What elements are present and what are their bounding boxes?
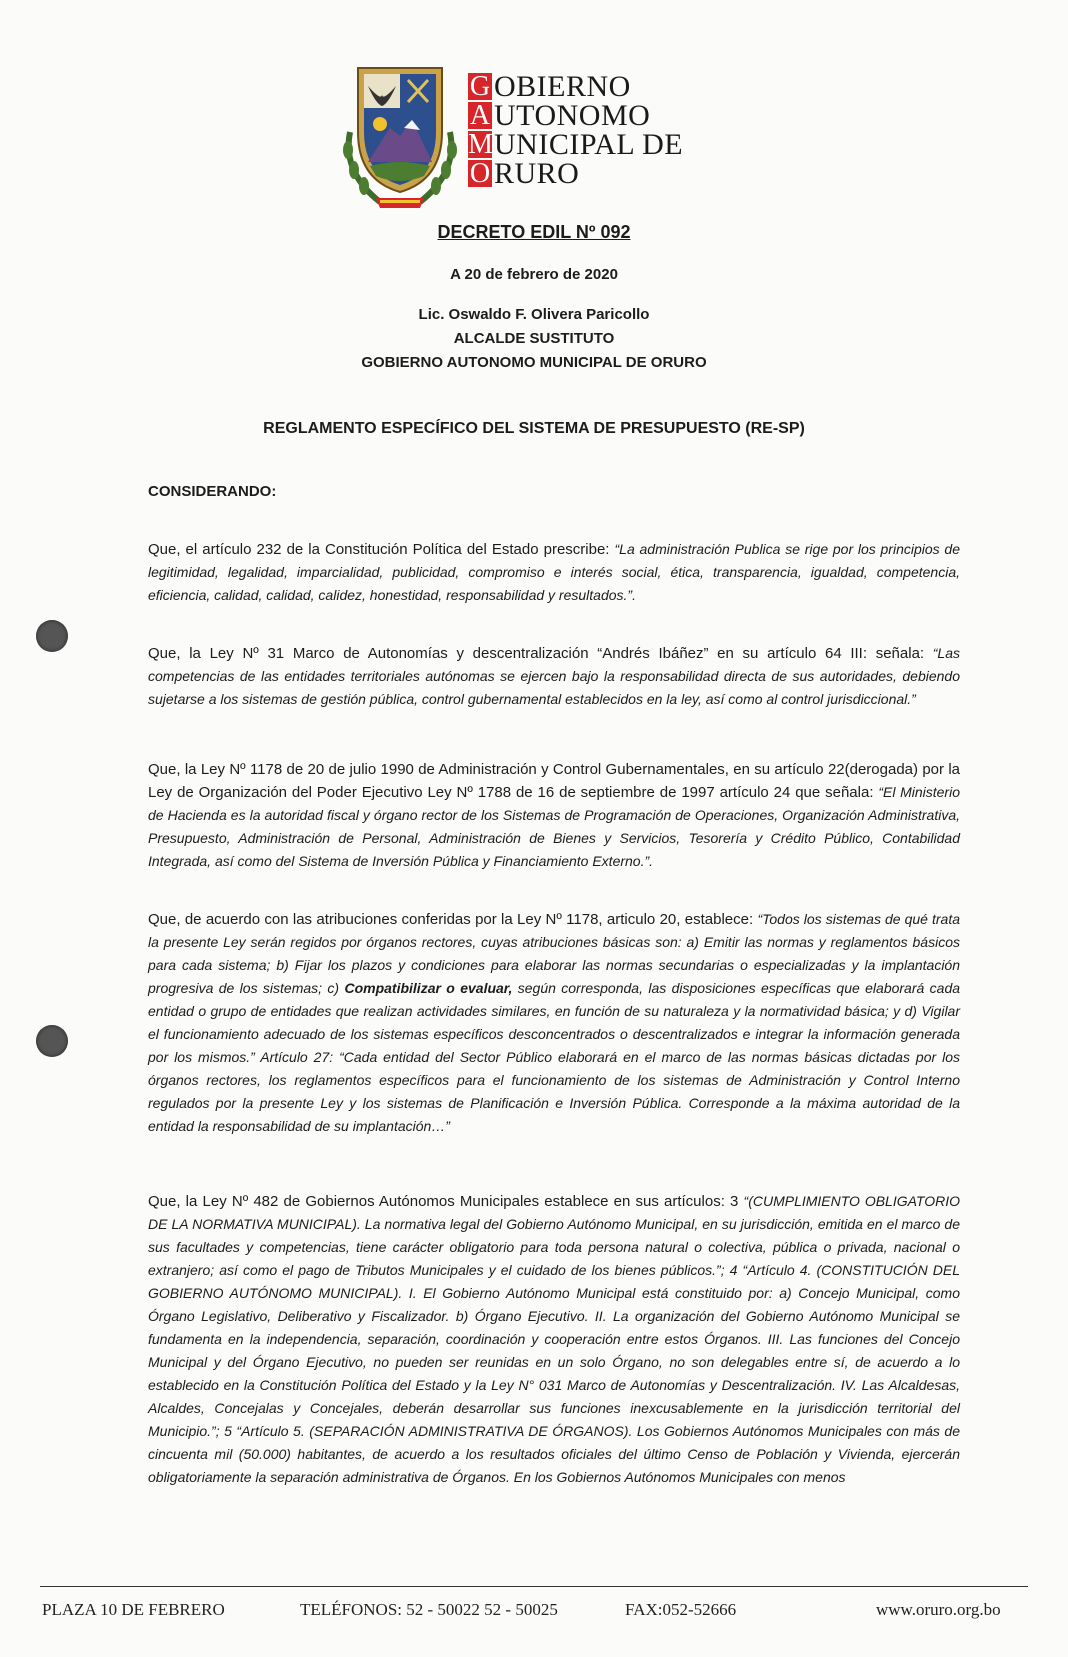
footer-phones: TELÉFONOS: 52 - 50022 52 - 50025	[300, 1600, 558, 1619]
paragraph-ley-31	[148, 642, 960, 711]
institution-name: GOBIERNO AUTONOMO MUNICIPAL DE ORURO	[361, 354, 707, 371]
brand-line	[468, 72, 683, 101]
punch-hole	[36, 1025, 68, 1057]
paragraph-lead: Que, la Ley Nº 482 de Gobiernos Autónomos Municipales establece en sus artículos: 3	[148, 1193, 744, 1210]
institution-brand	[468, 72, 683, 188]
brand-initial: M	[468, 129, 493, 160]
paragraph-lead: Que, la Ley Nº 31 Marco de Autonomías y descentralización “Andrés Ibáñez” en su artículo 64 III: señala:	[148, 645, 933, 662]
footer-address: PLAZA 10 DE FEBRERO	[42, 1600, 225, 1619]
punch-hole	[36, 620, 68, 652]
coat-of-arms-logo	[340, 62, 460, 210]
footer-website: www.oruro.org.bo	[876, 1600, 1001, 1619]
paragraph-quote: según corresponda, las disposiciones específicas que elaborará cada entidad o grupo de entidades que realizan actividades similares, en función de su naturaleza y la normatividad básica; y d) Vigilar el funcionamiento adecuado de los sistemas específicos desconcentrados o descentralizados e integrar la información generada por los mismos.” Artículo 27: “Cada entidad del Sector Público elaborará en el marco de las normas básicas dictadas por los órganos rectores, los reglamentos específicos para el funcionamiento de los sistemas de Administración y Control Interno regulados por la presente Ley y los sistemas de Planificación e Inversión Pública. Corresponde a la máxima autoridad de la entidad la responsabilidad de su implantación…”	[148, 980, 961, 1134]
paragraph-quote: “Todos los sistemas de qué trata la presente Ley serán regidos por órganos rectores, cuyas atribuciones básicas son: a) Emitir las normas y reglamentos básicos para cada sistema; b) Fijar los plazos y condiciones para elaborar las normas secundarias o especializadas y la implantación progresiva de los sistemas; c)	[148, 911, 961, 996]
brand-line	[468, 159, 683, 188]
paragraph-quote: “Las competencias de las entidades territoriales autónomas se ejercen bajo la responsabilidad directa de sus autoridades, debiendo sujetarse a los sistemas de gestión pública, control gubernamental establecidos en la ley, así como al control jurisdiccional.”	[148, 645, 960, 707]
paragraph-lead: Que, de acuerdo con las atribuciones conferidas por la Ley Nº 1178, articulo 20, establece:	[148, 911, 758, 928]
brand-initial: O	[469, 158, 491, 189]
brand-word: UNICIPAL DE	[494, 128, 684, 161]
considerando-heading: CONSIDERANDO:	[148, 483, 277, 500]
paragraph-quote: “La administración Publica se rige por los principios de legitimidad, legalidad, imparcialidad, publicidad, compromiso e interés social, ética, transparencia, igualdad, competencia, eficiencia, calidad, calidad, calidez, honestidad, responsabilidad y resultados.”.	[148, 541, 960, 603]
paragraph-lead: Que, la Ley Nº 1178 de 20 de julio 1990 de Administración y Control Gubernamentales, en su artículo 22(derogada) por la Ley de Organización del Poder Ejecutivo Ley Nº 1788 de 16 de septiembre de 1997 artículo 24 que señala:	[148, 761, 960, 801]
decree-date: A 20 de febrero de 2020	[450, 266, 618, 283]
brand-initial: G	[469, 71, 491, 102]
brand-initial: A	[469, 100, 491, 131]
decree-title: DECRETO EDIL Nº 092	[437, 222, 631, 242]
footer-divider	[40, 1586, 1028, 1587]
paragraph-quote-emphasis: Compatibilizar o evaluar,	[344, 980, 513, 996]
brand-word: RURO	[494, 157, 580, 190]
paragraph-quote: “(CUMPLIMIENTO OBLIGATORIO DE LA NORMATIVA MUNICIPAL). La normativa legal del Gobierno Autónomo Municipal, en su jurisdicción, emitida en el marco de sus facultades y competencias, tiene carácter obligatorio para toda persona natural o colectiva, pública o privada, nacional o extranjero; así como el pago de Tributos Municipales y el cuidado de los bienes públicos.”; 4 “Artículo 4. (CONSTITUCIÓN DEL GOBIERNO AUTÓNOMO MUNICIPAL). I. El Gobierno Autónomo Municipal está constituido por: a) Concejo Municipal, como Órgano Legislativo, Deliberativo y Fiscalizador. b) Órgano Ejecutivo. II. La organización del Gobierno Autónomo Municipal se fundamenta en la independencia, separación, coordinación y cooperación entre estos Órganos. III. Las funciones del Concejo Municipal y del Órgano Ejecutivo, no pueden ser reunidas en un solo Órgano, no son delegables entre sí, de acuerdo a lo establecido en la Constitución Política del Estado y la Ley N° 031 Marco de Autonomías y Descentralización. IV. Las Alcaldesas, Alcaldes, Concejalas y Concejales, deberán desarrollar sus funciones inexcusablemente en la jurisdicción territorial del Municipio.”; 5 “Artículo 5. (SEPARACIÓN ADMINISTRATIVA DE ÓRGANOS). Los Gobiernos Autónomos Municipales con más de cincuenta mil (50.000) habitantes, de acuerdo a los resultados oficiales del último Censo de Población y Vivienda, ejercerán obligatoriamente la separación administrativa de Órganos. En los Gobiernos Autónomos Municipales con menos	[148, 1193, 960, 1485]
paragraph-quote: “El Ministerio de Hacienda es la autoridad fiscal y órgano rector de los Sistemas de Programación de Operaciones, Organización Administrativa, Presupuesto, Administración de Personal, Administración de Bienes y Servicios, Tesorería y Crédito Público, Contabilidad Integrada, así como del Sistema de Inversión Pública y Financiamiento Externo.”.	[148, 784, 960, 869]
paragraph-lead: Que, el artículo 232 de la Constitución Política del Estado prescribe:	[148, 541, 615, 558]
paragraph-atribuciones	[148, 908, 960, 1138]
brand-line	[468, 130, 683, 159]
footer-fax: FAX:052-52666	[625, 1600, 737, 1619]
signatory-role: ALCALDE SUSTITUTO	[453, 330, 615, 347]
brand-word: UTONOMO	[494, 99, 651, 132]
paragraph-ley-482	[148, 1190, 960, 1489]
brand-line	[468, 101, 683, 130]
paragraph-constitution	[148, 538, 960, 607]
paragraph-ley-1178	[148, 758, 960, 873]
regulation-title: REGLAMENTO ESPECÍFICO DEL SISTEMA DE PRESUPUESTO (RE-SP)	[263, 420, 805, 437]
brand-word: OBIERNO	[494, 70, 631, 103]
signatory-name: Lic. Oswaldo F. Olivera Paricollo	[418, 306, 650, 323]
